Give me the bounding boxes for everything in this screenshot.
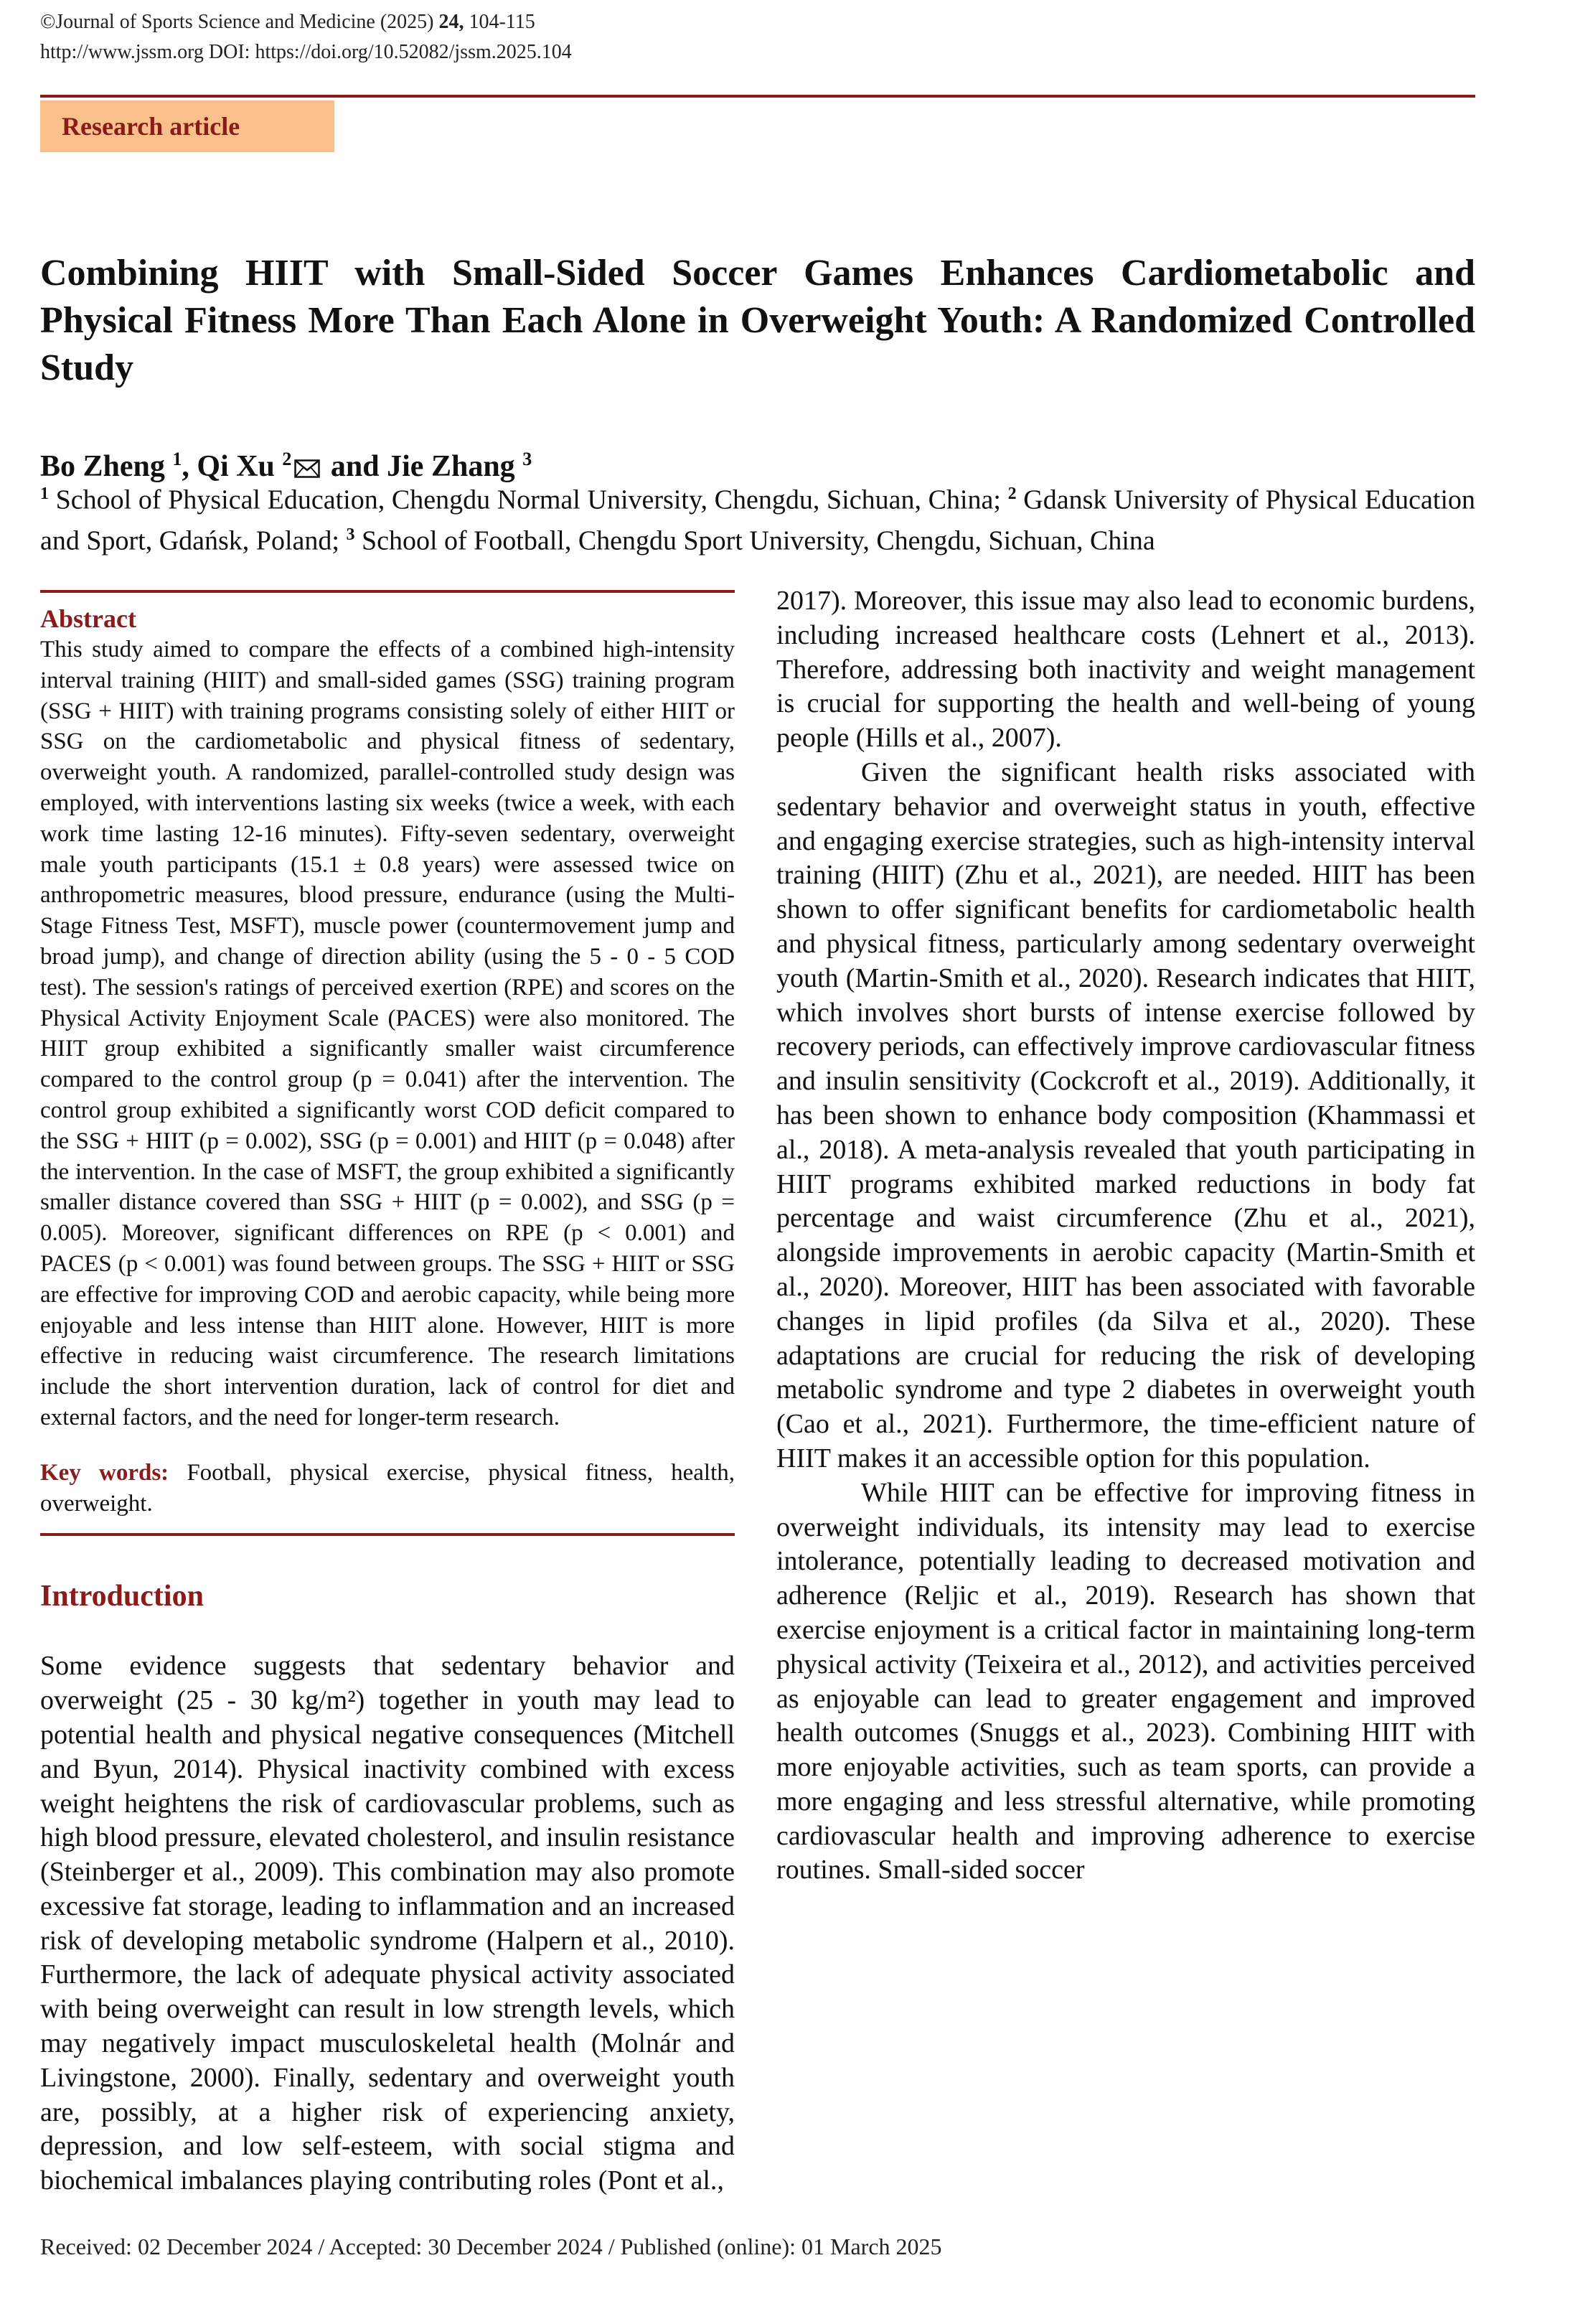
article-type-badge: Research article [40, 100, 334, 152]
introduction-heading: Introduction [40, 1580, 204, 1613]
author-separator: and [323, 450, 387, 483]
intro-paragraph-3: While HIIT can be effective for improving fitness in overweight individuals, its intensity may lead to exercise intolerance, potentially leading to decreased motivation and adherence (Reljic et al., 2019). Research has shown that exercise enjoyment is a critical factor in maintaining long-term physical activity (Teixeira et al., 2012), and activities perceived as enjoyable can lead to greater engagement and improved health outcomes (Snuggs et al., 2023). Combining HIIT with more enjoyable activities, such as team sports, can provide a more engaging and less stressful alternative, while promoting cardiovascular health and improving adherence to exercise routines. Small-sided soccer [776, 1477, 1475, 1885]
citation-line [40, 7, 572, 37]
intro-paragraph-2: Given the significant health risks associated with sedentary behavior and overweight status in youth, effective and engaging exercise strategies, such as high-intensity interval training (HIIT) (Zhu et al., 2021), are needed. HIIT has been shown to offer significant benefits for cardiometabolic health and physical fitness, particularly among sedentary overweight youth (Martin-Smith et al., 2020). Research indicates that HIIT, which involves short bursts of intense exercise followed by recovery periods, can effectively improve cardiovascular fitness and insulin sensitivity (Cockcroft et al., 2019). Additionally, it has been shown to enhance body composition (Khammassi et al., 2018). A meta-analysis revealed that youth participating in HIIT programs exhibited marked reductions in body fat percentage and waist circumference (Zhu et al., 2021), alongside improvements in aerobic capacity (Martin-Smith et al., 2020). Moreover, HIIT has been associated with favorable changes in lipid profiles (da Silva et al., 2020). These adaptations are crucial for reducing the risk of developing metabolic syndrome and type 2 diabetes in overweight youth (Cao et al., 2021). Furthermore, the time-efficient nature of HIIT makes it an accessible option for this population. [776, 756, 1475, 1473]
journal-volume: 24, [438, 11, 464, 33]
author-affil-sup: 3 [522, 449, 532, 469]
keywords-text: Football, physical exercise, physical fitness, health, overweight. [40, 1459, 735, 1517]
doi-line[interactable]: http://www.jssm.org DOI: https://doi.org/10.52082/jssm.2025.104 [40, 41, 572, 63]
header-divider [40, 95, 1475, 98]
affil-sup: 3 [346, 525, 355, 544]
affiliations [40, 477, 1475, 558]
affil-sup: 2 [1007, 484, 1017, 503]
journal-header [40, 7, 572, 67]
author-separator: , [182, 450, 197, 483]
author-name: Qi Xu [197, 450, 283, 483]
affil-text: School of Physical Education, Chengdu Normal University, Chengdu, Sichuan, China; [49, 484, 1008, 515]
article-title: Combining HIIT with Small-Sided Soccer Games Enhances Cardiometabolic and Physical Fitness More Than Each Alone in Overweight Youth: A Randomized Controlled Study [40, 253, 1475, 388]
affil-text: Gdansk University of Physical Education and Sport, Gdańsk, Poland; [40, 484, 1475, 556]
journal-citation: ©Journal of Sports Science and Medicine (2025) [40, 11, 439, 33]
abstract-heading: Abstract [40, 604, 136, 633]
keywords-label: Key words: [40, 1459, 169, 1486]
intro-paragraph-1: Some evidence suggests that sedentary behavior and overweight (25 - 30 kg/m²) together in youth may lead to potential health and physical negative consequences (Mitchell and Byun, 2014). Physical inactivity combined with excess weight heightens the risk of cardiovascular problems, such as high blood pressure, elevated cholesterol, and insulin resistance (Steinberger et al., 2009). This combination may also promote excessive fat storage, leading to inflammation and an increased risk of developing metabolic syndrome (Halpern et al., 2010). Furthermore, the lack of adequate physical activity associated with being overweight can result in low strength levels, which may negatively impact musculoskeletal health (Molnár and Livingstone, 2000). Finally, sedentary and overweight youth are, possibly, at a higher risk of experiencing anxiety, depression, and low self-esteem, with social stigma and biochemical imbalances playing contributing roles (Pont et al., [40, 1651, 735, 2196]
author-name: Bo Zheng [40, 450, 173, 483]
intro-paragraph-1-continued: 2017). Moreover, this issue may also lead to economic burdens, including increased healthcare costs (Lehnert et al., 2013). Therefore, addressing both inactivity and weight management is crucial for supporting the health and well-being of young people (Hills et al., 2007). [776, 586, 1475, 754]
author-name: Jie Zhang [387, 450, 523, 483]
publication-dates: Received: 02 December 2024 / Accepted: 30 December 2024 / Published (online): 01 March 2025 [40, 2234, 942, 2259]
right-column [776, 584, 1475, 1888]
author-affil-sup: 2 [282, 449, 292, 469]
author-affil-sup: 1 [172, 449, 182, 469]
keywords [40, 1458, 735, 1519]
abstract-bottom-rule [40, 1533, 735, 1536]
left-column [40, 590, 735, 2198]
affil-text: School of Football, Chengdu Sport University, Chengdu, Sichuan, China [354, 525, 1155, 556]
affil-sup: 1 [40, 484, 49, 503]
abstract-top-rule [40, 590, 735, 593]
journal-pages: 104-115 [464, 11, 535, 33]
abstract-text: This study aimed to compare the effects of a combined high-intensity interval training (HIIT) and small-sided games (SSG) training program (SSG + HIIT) with training programs consisting solely of either HIIT or SSG on the cardiometabolic and physical fitness of sedentary, overweight youth. A randomized, parallel-controlled study design was employed, with interventions lasting six weeks (twice a week, with each work time lasting 12-16 minutes). Fifty-seven sedentary, overweight male youth participants (15.1 ± 0.8 years) were assessed twice on anthropometric measures, blood pressure, endurance (using the Multi-Stage Fitness Test, MSFT), muscle power (countermovement jump and broad jump), and change of direction ability (using the 5 - 0 - 5 COD test). The session's ratings of perceived exertion (RPE) and scores on the Physical Activity Enjoyment Scale (PACES) were also monitored. The HIIT group exhibited a significantly smaller waist circumference compared to the control group (p = 0.041) after the intervention. The control group exhibited a significantly worst COD deficit compared to the SSG + HIIT (p = 0.002), SSG (p = 0.001) and HIIT (p = 0.048) after the intervention. In the case of MSFT, the group exhibited a significantly smaller distance covered than SSG + HIIT (p = 0.002), and SSG (p = 0.005). Moreover, significant differences on RPE (p < 0.001) and PACES (p < 0.001) was found between groups. The SSG + HIIT or SSG are effective for improving COD and aerobic capacity, while being more enjoyable and less intense than HIIT alone. However, HIIT is more effective in reducing waist circumference. The research limitations include the short intervention duration, lack of control for diet and external factors, and the need for longer-term research. [40, 637, 735, 1430]
